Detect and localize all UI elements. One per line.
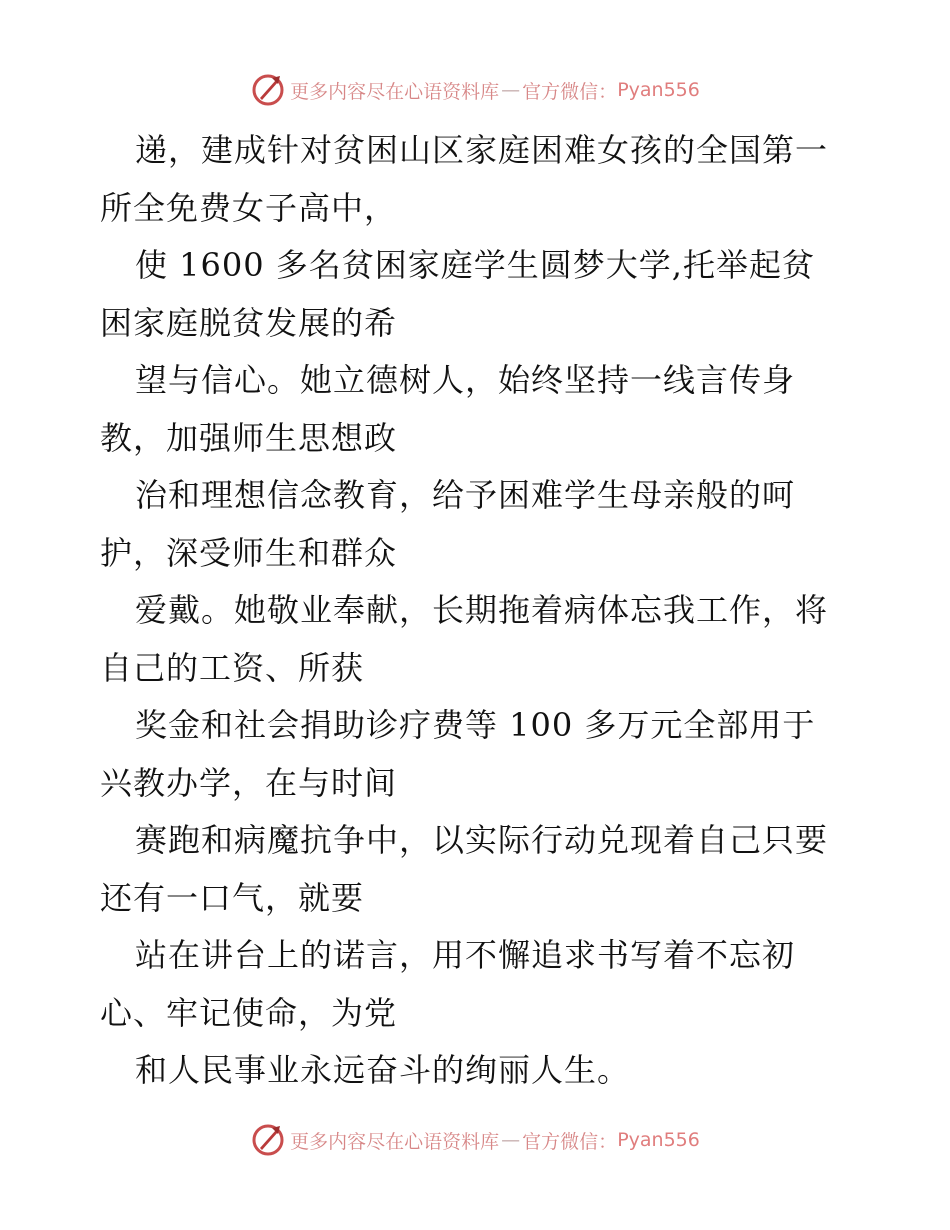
text-line: 和人民事业永远奋斗的绚丽人生。 <box>135 1051 631 1089</box>
text-line: 自己的工资、所获 <box>100 648 365 687</box>
watermark-dash: — <box>501 1129 521 1151</box>
footer-watermark <box>0 1120 950 1160</box>
quill-logo-icon <box>250 1122 286 1158</box>
text-line: 兴教办学，在与时间 <box>100 763 398 802</box>
watermark-main-text: 更多内容尽在心语资料库 <box>290 1130 500 1153</box>
watermark-official-label: 官方微信： <box>522 1130 618 1153</box>
text-line: 心、牢记使命，为党 <box>100 993 398 1032</box>
text-line: 治和理想信念教育，给予困难学生母亲般的呵 <box>135 476 796 514</box>
document-body <box>100 122 860 1100</box>
watermark-wechat-id: Pyan556 <box>617 79 700 101</box>
text-line: 使 1600 多名贫困家庭学生圆梦大学,托举起贫 <box>135 246 815 284</box>
text-line: 奖金和社会捐助诊疗费等 100 多万元全部用于 <box>135 706 816 744</box>
quill-logo-icon <box>250 72 286 108</box>
text-line: 站在讲台上的诺言，用不懈追求书写着不忘初 <box>135 936 796 974</box>
text-line: 爱戴。她敬业奉献，长期拖着病体忘我工作，将 <box>135 591 829 629</box>
watermark-wechat-id: Pyan556 <box>617 1129 700 1151</box>
text-line: 教，加强师生思想政 <box>100 418 398 457</box>
text-line: 还有一口气，就要 <box>100 878 365 917</box>
watermark-main-text: 更多内容尽在心语资料库 <box>290 80 500 103</box>
text-line: 望与信心。她立德树人，始终坚持一线言传身 <box>135 361 796 399</box>
watermark-official-label: 官方微信： <box>522 80 618 103</box>
text-line: 困家庭脱贫发展的希 <box>100 303 398 342</box>
text-line: 递，建成针对贫困山区家庭困难女孩的全国第一 <box>135 131 829 169</box>
watermark-dash: — <box>501 79 521 101</box>
text-line: 所全免费女子高中， <box>100 188 398 227</box>
text-line: 赛跑和病魔抗争中，以实际行动兑现着自己只要 <box>135 821 829 859</box>
text-line: 护，深受师生和群众 <box>100 533 398 572</box>
header-watermark <box>0 70 950 110</box>
